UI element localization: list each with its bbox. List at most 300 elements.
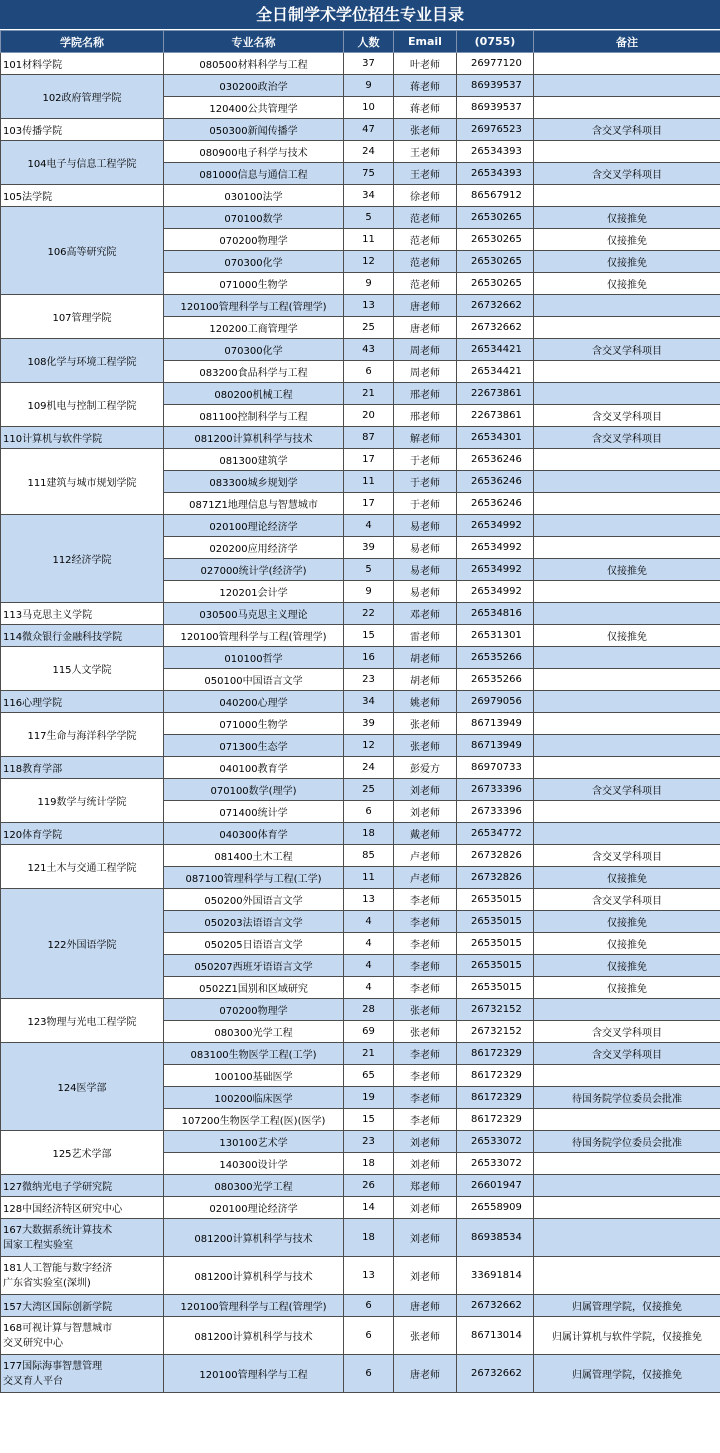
phone-cell: 26732662: [457, 1355, 534, 1393]
note-cell: 含交叉学科项目: [534, 405, 720, 427]
college-name: 122外国语学院: [47, 940, 117, 951]
college-cell: [1, 1219, 164, 1257]
major-cell: 070200物理学: [164, 229, 344, 251]
major-cell: 030200政治学: [164, 75, 344, 97]
college-cell: [1, 625, 164, 647]
table-row: [1, 1355, 720, 1393]
major-cell: 070200物理学: [164, 999, 344, 1021]
note-cell: [534, 713, 720, 735]
college-name: 119数学与统计学院: [37, 797, 127, 808]
major-cell: 081200计算机科学与技术: [164, 1317, 344, 1355]
phone-cell: 26536246: [457, 471, 534, 493]
major-cell: 083300城乡规划学: [164, 471, 344, 493]
phone-cell: 86172329: [457, 1043, 534, 1065]
major-cell: 040200心理学: [164, 691, 344, 713]
email-cell: 彭爱方: [394, 757, 457, 779]
note-cell: [534, 1153, 720, 1175]
count-cell: 4: [344, 933, 394, 955]
table-row: [1, 999, 720, 1021]
phone-cell: 26534772: [457, 823, 534, 845]
note-cell: 仅接推免: [534, 273, 720, 295]
email-cell: 周老师: [394, 361, 457, 383]
email-cell: 于老师: [394, 449, 457, 471]
college-name: 交叉育人平台: [3, 1375, 63, 1387]
count-cell: 11: [344, 867, 394, 889]
phone-cell: 26534992: [457, 559, 534, 581]
college-name: 120体育学院: [3, 830, 63, 841]
college-name: 交叉研究中心: [3, 1337, 63, 1349]
count-cell: 19: [344, 1087, 394, 1109]
note-cell: [534, 471, 720, 493]
note-cell: [534, 317, 720, 339]
major-cell: 080900电子科学与技术: [164, 141, 344, 163]
college-cell: [1, 713, 164, 757]
major-cell: 070300化学: [164, 339, 344, 361]
phone-cell: 26732662: [457, 295, 534, 317]
note-cell: 含交叉学科项目: [534, 339, 720, 361]
header-phone: (0755): [457, 31, 534, 53]
table-row: [1, 295, 720, 317]
phone-cell: 26535015: [457, 977, 534, 999]
college-name: 107管理学院: [52, 313, 112, 324]
college-cell: [1, 845, 164, 889]
college-name: 109机电与控制工程学院: [27, 401, 137, 412]
major-cell: 120100管理科学与工程(管理学): [164, 625, 344, 647]
college-cell: [1, 823, 164, 845]
count-cell: 37: [344, 53, 394, 75]
table-row: [1, 383, 720, 405]
college-name: 101材料学院: [3, 60, 63, 71]
college-name: 102政府管理学院: [42, 93, 122, 104]
email-cell: 张老师: [394, 1021, 457, 1043]
email-cell: 易老师: [394, 559, 457, 581]
college-name: 125艺术学部: [52, 1149, 112, 1160]
major-cell: 071400统计学: [164, 801, 344, 823]
note-cell: 归属管理学院，仅接推免: [534, 1355, 720, 1393]
major-cell: 020100理论经济学: [164, 1197, 344, 1219]
note-cell: [534, 361, 720, 383]
major-cell: 120200工商管理学: [164, 317, 344, 339]
email-cell: 王老师: [394, 141, 457, 163]
table-row: [1, 449, 720, 471]
count-cell: 85: [344, 845, 394, 867]
email-cell: 张老师: [394, 119, 457, 141]
email-cell: 易老师: [394, 515, 457, 537]
major-cell: 050205日语语言文学: [164, 933, 344, 955]
phone-cell: 26977120: [457, 53, 534, 75]
major-cell: 020200应用经济学: [164, 537, 344, 559]
email-cell: 周老师: [394, 339, 457, 361]
table-row: [1, 207, 720, 229]
note-cell: [534, 75, 720, 97]
college-cell: [1, 999, 164, 1043]
email-cell: 刘老师: [394, 1131, 457, 1153]
count-cell: 11: [344, 471, 394, 493]
count-cell: 12: [344, 735, 394, 757]
table-row: [1, 1197, 720, 1219]
college-cell: [1, 75, 164, 119]
email-cell: 李老师: [394, 955, 457, 977]
phone-cell: 26732662: [457, 1295, 534, 1317]
major-cell: 100100基础医学: [164, 1065, 344, 1087]
count-cell: 23: [344, 669, 394, 691]
note-cell: [534, 823, 720, 845]
note-cell: 仅接推免: [534, 625, 720, 647]
major-cell: 070300化学: [164, 251, 344, 273]
table-row: [1, 779, 720, 801]
count-cell: 14: [344, 1197, 394, 1219]
phone-cell: 26534393: [457, 141, 534, 163]
note-cell: [534, 1257, 720, 1295]
major-cell: 081100控制科学与工程: [164, 405, 344, 427]
table-row: [1, 53, 720, 75]
college-name: 106高等研究院: [47, 247, 117, 258]
note-cell: [534, 691, 720, 713]
phone-cell: 26535015: [457, 911, 534, 933]
note-cell: 含交叉学科项目: [534, 1043, 720, 1065]
phone-cell: 26534421: [457, 339, 534, 361]
note-cell: 仅接推免: [534, 229, 720, 251]
email-cell: 胡老师: [394, 647, 457, 669]
college-name: 117生命与海洋科学学院: [27, 731, 137, 742]
phone-cell: 33691814: [457, 1257, 534, 1295]
college-cell: [1, 1295, 164, 1317]
table-row: [1, 339, 720, 361]
header-college: 学院名称: [1, 31, 164, 53]
email-cell: 李老师: [394, 977, 457, 999]
note-cell: 含交叉学科项目: [534, 1021, 720, 1043]
college-cell: [1, 339, 164, 383]
note-cell: [534, 383, 720, 405]
major-cell: 040100教育学: [164, 757, 344, 779]
count-cell: 5: [344, 207, 394, 229]
email-cell: 邢老师: [394, 405, 457, 427]
phone-cell: 26976523: [457, 119, 534, 141]
table-row: [1, 75, 720, 97]
email-cell: 唐老师: [394, 295, 457, 317]
count-cell: 6: [344, 1355, 394, 1393]
note-cell: [534, 295, 720, 317]
note-cell: 含交叉学科项目: [534, 427, 720, 449]
email-cell: 蒋老师: [394, 97, 457, 119]
note-cell: [534, 449, 720, 471]
count-cell: 75: [344, 163, 394, 185]
phone-cell: 86939537: [457, 75, 534, 97]
page-title: 全日制学术学位招生专业目录: [0, 0, 720, 30]
phone-cell: 86939537: [457, 97, 534, 119]
college-name: 124医学部: [57, 1083, 107, 1094]
note-cell: [534, 669, 720, 691]
table-row: [1, 625, 720, 647]
count-cell: 39: [344, 713, 394, 735]
major-cell: 083200食品科学与工程: [164, 361, 344, 383]
major-cell: 120100管理科学与工程(管理学): [164, 1295, 344, 1317]
phone-cell: 86172329: [457, 1109, 534, 1131]
count-cell: 18: [344, 1219, 394, 1257]
table-row: [1, 515, 720, 537]
phone-cell: 26732826: [457, 867, 534, 889]
phone-cell: 26534816: [457, 603, 534, 625]
note-cell: 仅接推免: [534, 955, 720, 977]
college-name: 广东省实验室(深圳): [3, 1277, 91, 1289]
note-cell: 待国务院学位委员会批准: [534, 1131, 720, 1153]
note-cell: [534, 141, 720, 163]
table-row: [1, 1131, 720, 1153]
college-name: 103传播学院: [3, 126, 63, 137]
header-major: 专业名称: [164, 31, 344, 53]
count-cell: 4: [344, 911, 394, 933]
note-cell: [534, 493, 720, 515]
count-cell: 9: [344, 75, 394, 97]
college-cell: [1, 185, 164, 207]
count-cell: 16: [344, 647, 394, 669]
header-note: 备注: [534, 31, 720, 53]
count-cell: 65: [344, 1065, 394, 1087]
email-cell: 范老师: [394, 251, 457, 273]
count-cell: 9: [344, 581, 394, 603]
phone-cell: 26534992: [457, 537, 534, 559]
college-name: 157大湾区国际创新学院: [3, 1302, 113, 1313]
phone-cell: 26558909: [457, 1197, 534, 1219]
phone-cell: 26732152: [457, 1021, 534, 1043]
email-cell: 唐老师: [394, 1355, 457, 1393]
major-cell: 0502Z1国别和区域研究: [164, 977, 344, 999]
college-cell: [1, 207, 164, 295]
table-row: [1, 427, 720, 449]
email-cell: 范老师: [394, 229, 457, 251]
major-cell: 081200计算机科学与技术: [164, 1257, 344, 1295]
email-cell: 雷老师: [394, 625, 457, 647]
phone-cell: 26533072: [457, 1153, 534, 1175]
major-cell: 130100艺术学: [164, 1131, 344, 1153]
email-cell: 卢老师: [394, 845, 457, 867]
phone-cell: 26530265: [457, 273, 534, 295]
college-cell: [1, 889, 164, 999]
major-cell: 070100数学: [164, 207, 344, 229]
phone-cell: 26732662: [457, 317, 534, 339]
table-row: [1, 1317, 720, 1355]
count-cell: 87: [344, 427, 394, 449]
major-cell: 081400土木工程: [164, 845, 344, 867]
count-cell: 43: [344, 339, 394, 361]
phone-cell: 86713014: [457, 1317, 534, 1355]
phone-cell: 26732152: [457, 999, 534, 1021]
college-cell: [1, 427, 164, 449]
phone-cell: 86567912: [457, 185, 534, 207]
count-cell: 21: [344, 383, 394, 405]
table-row: [1, 1295, 720, 1317]
college-name: 115人文学院: [52, 665, 112, 676]
email-cell: 范老师: [394, 207, 457, 229]
count-cell: 13: [344, 295, 394, 317]
email-cell: 徐老师: [394, 185, 457, 207]
college-cell: [1, 1355, 164, 1393]
email-cell: 姚老师: [394, 691, 457, 713]
email-cell: 张老师: [394, 713, 457, 735]
note-cell: [534, 1197, 720, 1219]
major-cell: 083100生物医学工程(工学): [164, 1043, 344, 1065]
major-cell: 120400公共管理学: [164, 97, 344, 119]
table-row: [1, 119, 720, 141]
note-cell: [534, 97, 720, 119]
count-cell: 34: [344, 691, 394, 713]
college-cell: [1, 1131, 164, 1175]
count-cell: 20: [344, 405, 394, 427]
email-cell: 刘老师: [394, 1219, 457, 1257]
phone-cell: 26535015: [457, 933, 534, 955]
table-row: [1, 757, 720, 779]
count-cell: 17: [344, 493, 394, 515]
note-cell: 仅接推免: [534, 867, 720, 889]
email-cell: 戴老师: [394, 823, 457, 845]
phone-cell: 26534992: [457, 581, 534, 603]
major-cell: 080500材料科学与工程: [164, 53, 344, 75]
college-cell: [1, 119, 164, 141]
major-cell: 050300新闻传播学: [164, 119, 344, 141]
email-cell: 范老师: [394, 273, 457, 295]
email-cell: 易老师: [394, 581, 457, 603]
email-cell: 胡老师: [394, 669, 457, 691]
count-cell: 5: [344, 559, 394, 581]
note-cell: [534, 603, 720, 625]
email-cell: 易老师: [394, 537, 457, 559]
count-cell: 6: [344, 1295, 394, 1317]
email-cell: 李老师: [394, 1087, 457, 1109]
phone-cell: 26535266: [457, 669, 534, 691]
email-cell: 刘老师: [394, 1153, 457, 1175]
note-cell: [534, 185, 720, 207]
phone-cell: 26535015: [457, 889, 534, 911]
count-cell: 47: [344, 119, 394, 141]
email-cell: 刘老师: [394, 1197, 457, 1219]
college-cell: [1, 141, 164, 185]
college-cell: [1, 1257, 164, 1295]
major-cell: 120100管理科学与工程(管理学): [164, 295, 344, 317]
count-cell: 69: [344, 1021, 394, 1043]
count-cell: 12: [344, 251, 394, 273]
count-cell: 28: [344, 999, 394, 1021]
college-name: 108化学与环境工程学院: [27, 357, 137, 368]
note-cell: [534, 999, 720, 1021]
college-name: 128中国经济特区研究中心: [3, 1204, 123, 1215]
college-name: 116心理学院: [3, 698, 63, 709]
college-cell: [1, 53, 164, 75]
count-cell: 15: [344, 625, 394, 647]
major-cell: 080300光学工程: [164, 1175, 344, 1197]
college-cell: [1, 779, 164, 823]
count-cell: 39: [344, 537, 394, 559]
phone-cell: 26530265: [457, 251, 534, 273]
phone-cell: 26535015: [457, 955, 534, 977]
count-cell: 25: [344, 779, 394, 801]
count-cell: 26: [344, 1175, 394, 1197]
table-row: [1, 141, 720, 163]
email-cell: 邢老师: [394, 383, 457, 405]
college-name: 123物理与光电工程学院: [27, 1017, 137, 1028]
note-cell: 待国务院学位委员会批准: [534, 1087, 720, 1109]
email-cell: 李老师: [394, 889, 457, 911]
table-body: [1, 53, 720, 1393]
college-cell: [1, 647, 164, 691]
table-row: [1, 691, 720, 713]
major-cell: 030100法学: [164, 185, 344, 207]
email-cell: 张老师: [394, 735, 457, 757]
email-cell: 刘老师: [394, 1257, 457, 1295]
table-row: [1, 889, 720, 911]
major-cell: 140300设计学: [164, 1153, 344, 1175]
phone-cell: 26530265: [457, 207, 534, 229]
table-row: [1, 823, 720, 845]
phone-cell: 86938534: [457, 1219, 534, 1257]
major-cell: 010100哲学: [164, 647, 344, 669]
major-cell: 087100管理科学与工程(工学): [164, 867, 344, 889]
email-cell: 李老师: [394, 1043, 457, 1065]
email-cell: 刘老师: [394, 801, 457, 823]
note-cell: 仅接推免: [534, 251, 720, 273]
note-cell: 仅接推免: [534, 911, 720, 933]
college-cell: [1, 603, 164, 625]
email-cell: 唐老师: [394, 317, 457, 339]
phone-cell: 22673861: [457, 405, 534, 427]
table-row: [1, 1043, 720, 1065]
college-cell: [1, 449, 164, 515]
note-cell: 含交叉学科项目: [534, 845, 720, 867]
major-cell: 120100管理科学与工程: [164, 1355, 344, 1393]
college-name: 167大数据系统计算技术: [3, 1224, 113, 1236]
phone-cell: 26531301: [457, 625, 534, 647]
major-cell: 100200临床医学: [164, 1087, 344, 1109]
phone-cell: 26533072: [457, 1131, 534, 1153]
college-name: 168可视计算与智慧城市: [3, 1322, 113, 1334]
count-cell: 17: [344, 449, 394, 471]
note-cell: 含交叉学科项目: [534, 779, 720, 801]
major-cell: 040300体育学: [164, 823, 344, 845]
table-row: [1, 845, 720, 867]
note-cell: 归属管理学院，仅接推免: [534, 1295, 720, 1317]
note-cell: 归属计算机与软件学院，仅接推免: [534, 1317, 720, 1355]
note-cell: 含交叉学科项目: [534, 163, 720, 185]
major-cell: 071000生物学: [164, 273, 344, 295]
count-cell: 11: [344, 229, 394, 251]
college-name: 181人工智能与数字经济: [3, 1262, 113, 1274]
college-name: 177国际海事智慧管理: [3, 1360, 103, 1372]
count-cell: 13: [344, 1257, 394, 1295]
count-cell: 6: [344, 801, 394, 823]
email-cell: 叶老师: [394, 53, 457, 75]
college-name: 112经济学院: [52, 555, 112, 566]
email-cell: 李老师: [394, 933, 457, 955]
phone-cell: 26534301: [457, 427, 534, 449]
college-cell: [1, 1317, 164, 1355]
email-cell: 于老师: [394, 493, 457, 515]
table-row: [1, 1175, 720, 1197]
email-cell: 张老师: [394, 999, 457, 1021]
phone-cell: 26979056: [457, 691, 534, 713]
count-cell: 18: [344, 1153, 394, 1175]
phone-cell: 26732826: [457, 845, 534, 867]
major-cell: 071000生物学: [164, 713, 344, 735]
table-row: [1, 647, 720, 669]
count-cell: 4: [344, 955, 394, 977]
college-name: 104电子与信息工程学院: [27, 159, 137, 170]
count-cell: 24: [344, 757, 394, 779]
email-cell: 张老师: [394, 1317, 457, 1355]
college-name: 110计算机与软件学院: [3, 434, 103, 445]
phone-cell: 86172329: [457, 1065, 534, 1087]
note-cell: 含交叉学科项目: [534, 889, 720, 911]
count-cell: 22: [344, 603, 394, 625]
email-cell: 李老师: [394, 1065, 457, 1087]
